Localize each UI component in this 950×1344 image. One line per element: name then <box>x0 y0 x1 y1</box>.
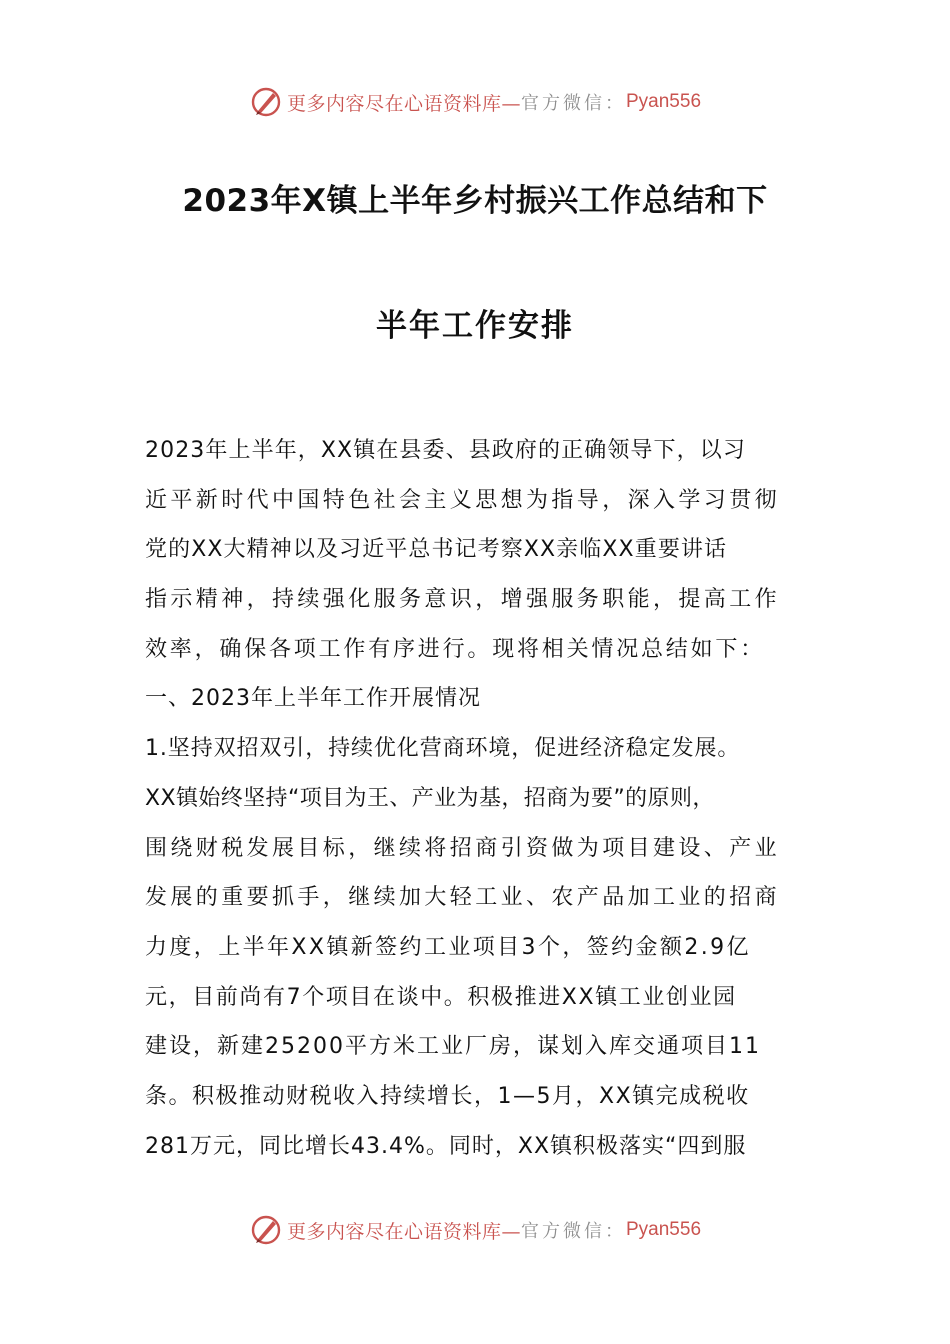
footer-watermark-wechat: 官方微信： <box>521 1221 626 1242</box>
pen-logo-icon <box>249 85 283 119</box>
body-text-line: XX镇始终坚持“项目为王、产业为基，招商为要”的原则， <box>145 785 715 811</box>
body-text-line: 围绕财税发展目标，继续将招商引资做为项目建设、产业 <box>145 835 781 861</box>
body-text-line: 党的XX大精神以及习近平总书记考察XX亲临XX重要讲话 <box>145 537 728 563</box>
body-text-line: 发展的重要抓手，继续加大轻工业、农产品加工业的招商 <box>145 885 781 911</box>
body-text-line: 近平新时代中国特色社会主义思想为指导，深入学习贯彻 <box>145 487 781 513</box>
body-text-line: 一、2023年上半年工作开展情况 <box>145 686 481 712</box>
document-title-line-1: 2023年X镇上半年乡村振兴工作总结和下 <box>182 183 768 219</box>
body-text-line: 条。积极推动财税收入持续增长，1—5月，XX镇完成税收 <box>145 1083 750 1109</box>
footer-watermark <box>0 1210 950 1250</box>
body-text-line: 1.坚持双招双引，持续优化营商环境，促进经济稳定发展。 <box>145 736 741 762</box>
body-text-line: 2023年上半年，XX镇在县委、县政府的正确领导下，以习 <box>145 438 746 463</box>
header-watermark <box>0 82 950 122</box>
body-text-line: 建设，新建25200平方米工业厂房，谋划入库交通项目11 <box>145 1034 761 1060</box>
pen-logo-icon <box>249 1213 283 1247</box>
header-watermark-id: Pyan556 <box>626 91 702 112</box>
body-text-line: 281万元，同比增长43.4%。同时，XX镇积极落实“四到服 <box>145 1133 747 1159</box>
body-text-line: 效率，确保各项工作有序进行。现将相关情况总结如下： <box>145 636 766 662</box>
footer-watermark-text: 更多内容尽在心语资料库— <box>286 1220 521 1243</box>
body-text-line: 元，目前尚有7个项目在谈中。积极推进XX镇工业创业园 <box>145 984 737 1010</box>
body-text-line: 指示精神，持续强化服务意识，增强服务职能，提高工作 <box>145 587 781 613</box>
header-watermark-text: 更多内容尽在心语资料库— <box>286 92 521 115</box>
body-text-line: 力度，上半年XX镇新签约工业项目3个，签约金额2.9亿 <box>145 934 751 960</box>
document-title-line-2: 半年工作安排 <box>376 308 574 344</box>
header-watermark-wechat: 官方微信： <box>521 93 626 114</box>
footer-watermark-id: Pyan556 <box>626 1219 702 1240</box>
document-body <box>145 426 815 1171</box>
